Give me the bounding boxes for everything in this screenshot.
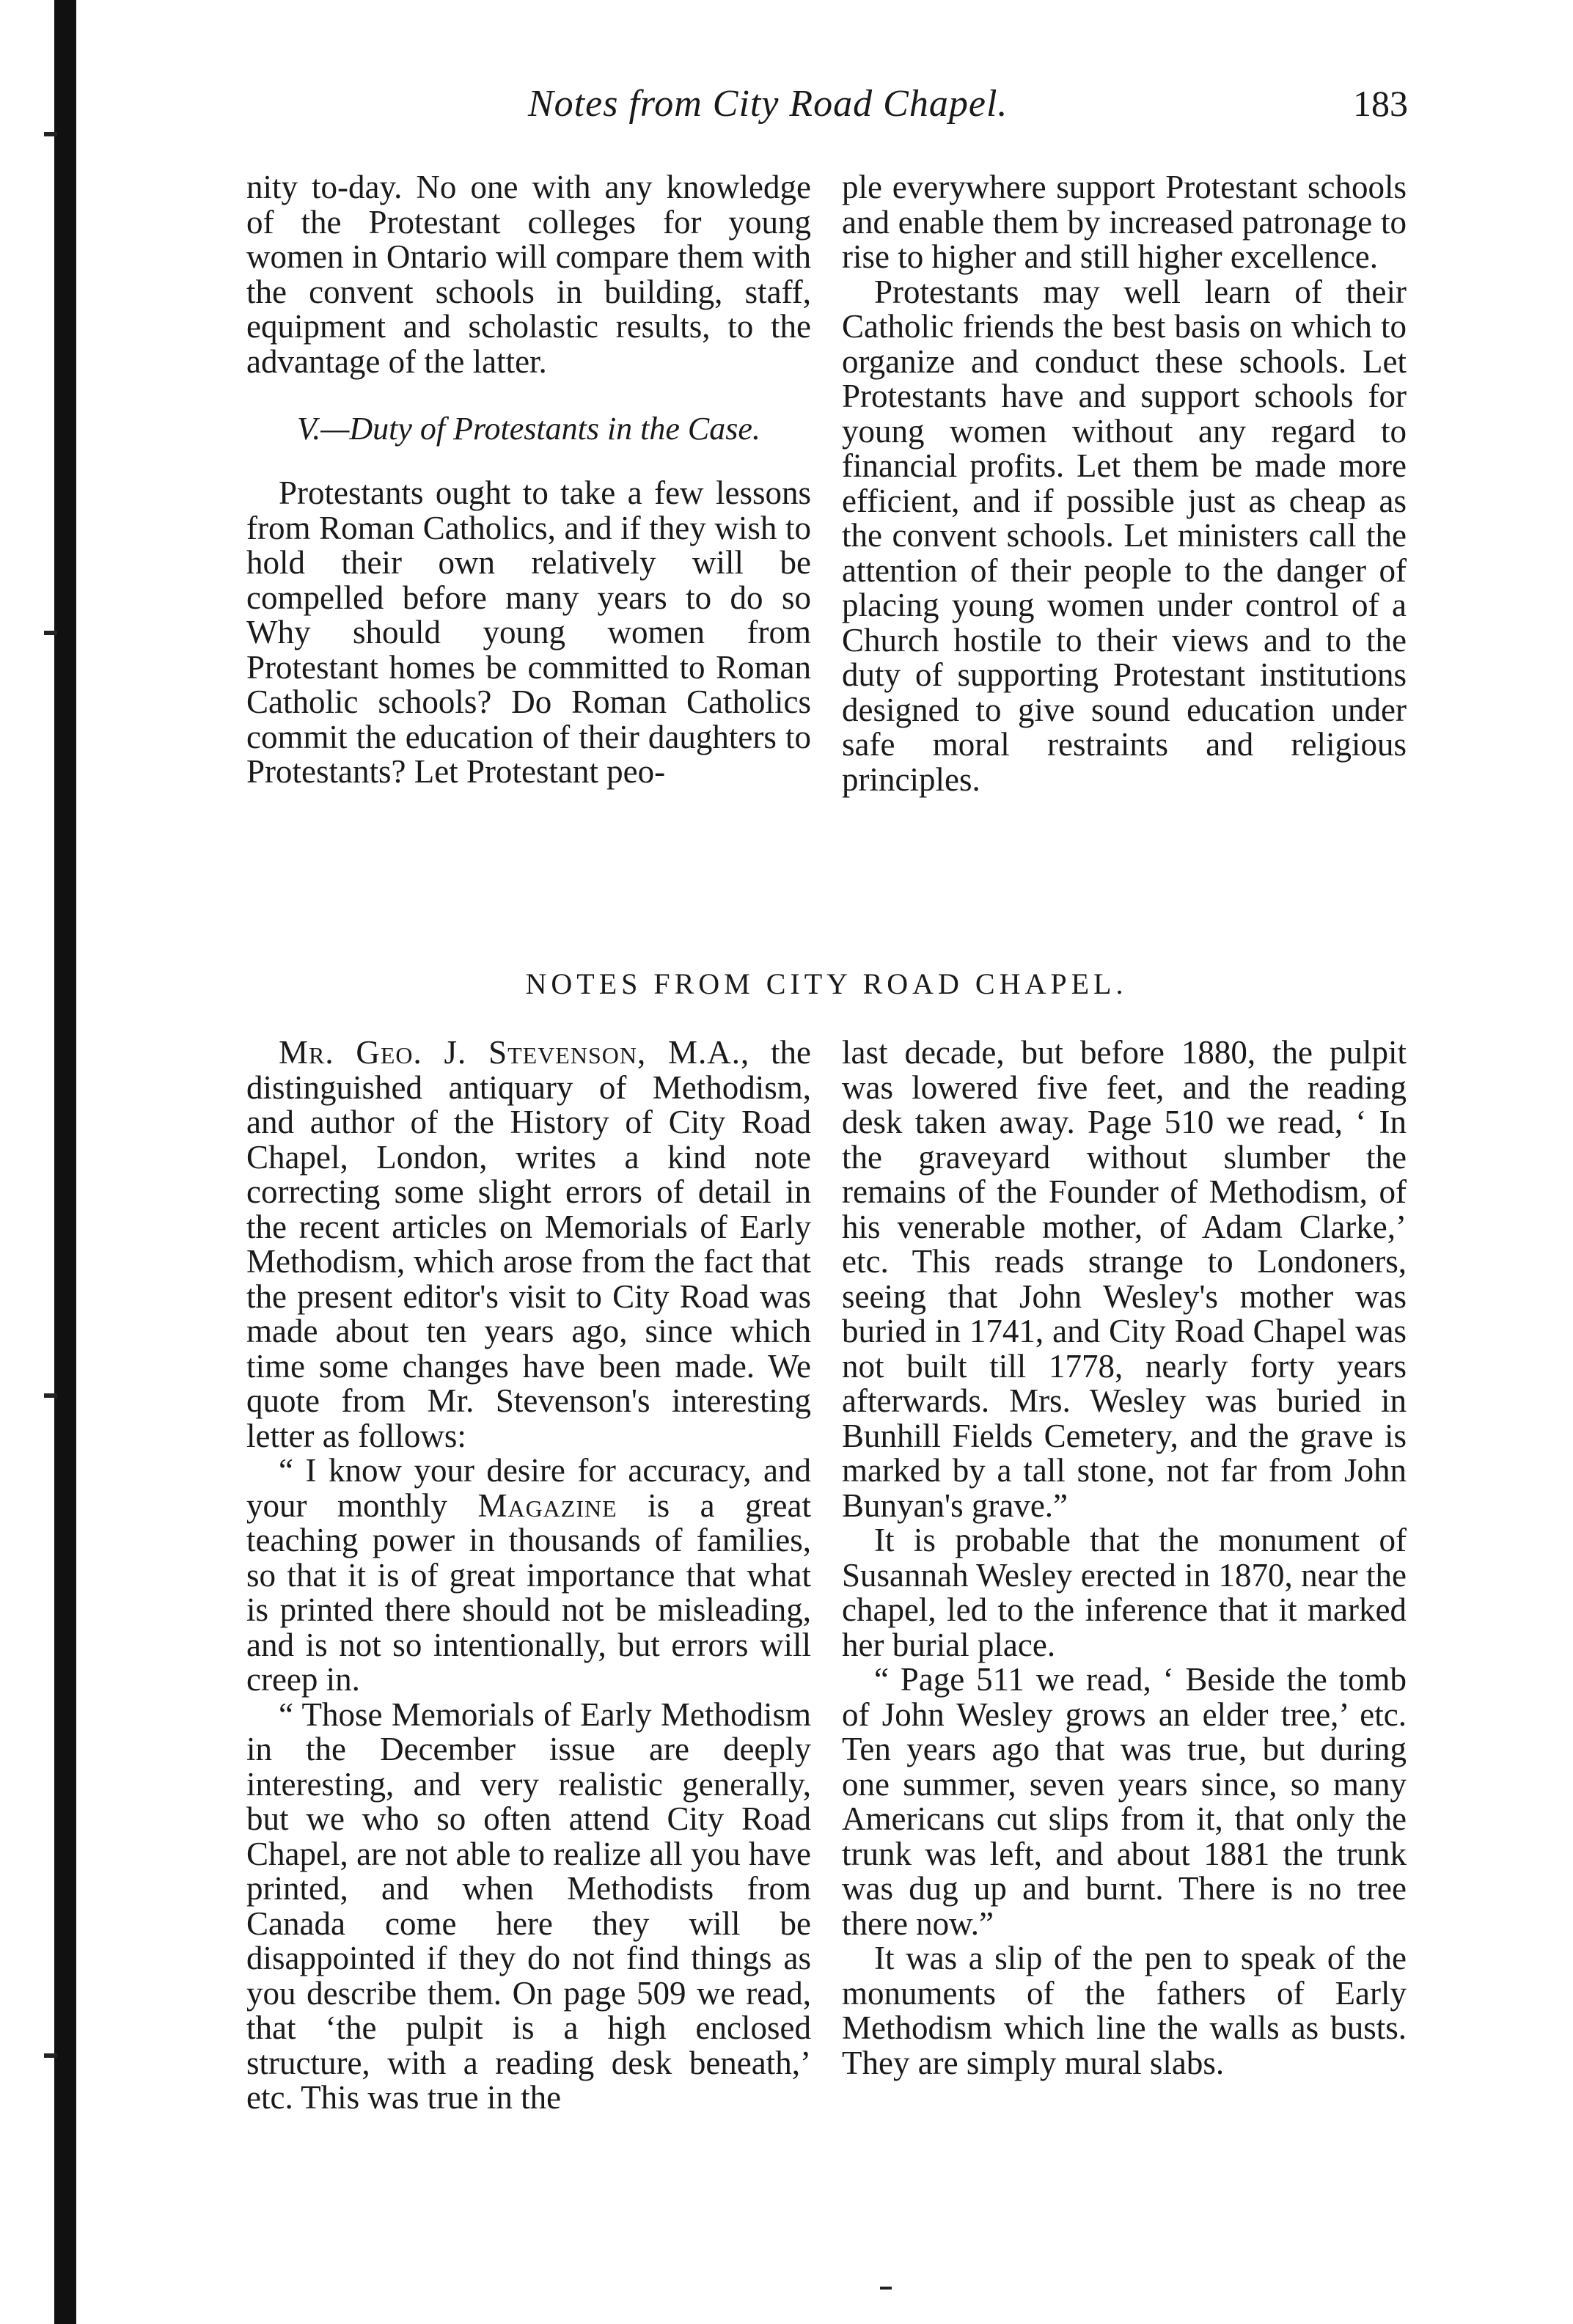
paragraph bbox=[246, 1454, 811, 1698]
scan-edge-mark bbox=[44, 2053, 57, 2058]
scan-edge-mark bbox=[44, 1393, 57, 1398]
paragraph bbox=[246, 1035, 811, 1454]
paragraph: It was a slip of the pen to speak of the monuments of the fathers of Early Methodism which line the walls as busts. They are simply mural slabs. bbox=[842, 1940, 1407, 2081]
magazine-name: Magazine bbox=[477, 1487, 617, 1524]
paragraph: “ Those Memorials of Early Methodism in the December issue are deeply interesting, and very realistic generally, but we who so often attend City Road Chapel, are not able to realize all you have printed, and when Methodists from Canada come here they will be disappointed if they do not find things as you describe them. On page 509 we read, that ‘the pulpit is a high enclosed structure, with a reading desk beneath,’ etc. This was true in the bbox=[246, 1696, 811, 2116]
scan-edge-mark bbox=[44, 132, 57, 136]
paragraph: “ Page 511 we read, ‘ Beside the tomb of John Wesley grows an elder tree,’ etc. Ten years ago that was true, but during one summer, seven years since, so many Americans cut slips from it, that only the trunk was left, and about 1881 the trunk was dug up and burnt. There is no tree there now.” bbox=[842, 1661, 1407, 1942]
paragraph: ple everywhere support Protestant schools and enable them by increased patronage to rise to higher and still higher excellence. bbox=[842, 169, 1407, 275]
scan-edge-mark bbox=[44, 631, 57, 635]
paragraph: It is probable that the monument of Susannah Wesley erected in 1870, near the chapel, led to the inference that it marked her burial place. bbox=[842, 1522, 1407, 1663]
scan-binding-edge bbox=[54, 0, 76, 2324]
paragraph: Protestants may well learn of their Catholic friends the best basis on which to organize and conduct these schools. Let Protestants have and support schools for young women without any regard to financial profits. Let them be made more efficient, and if possible just as cheap as the convent schools. Let ministers call the attention of their people to the danger of placing young women under control of a Church hostile to their views and to the duty of supporting Protestant institutions designed to give sound education under safe moral restraints and religious principles. bbox=[842, 273, 1407, 798]
running-title: Notes from City Road Chapel. bbox=[528, 83, 1008, 125]
paragraph-text: “ I know your desire for accuracy, and your monthly bbox=[246, 1452, 811, 1524]
page-header bbox=[249, 82, 1408, 133]
paragraph: nity to-day. No one with any knowledge of the Protestant colleges for young women in Ontario will compare them with the convent schools in building, staff, equipment and scholastic results, to the advantage of the latter. bbox=[246, 169, 811, 380]
article1-left-column bbox=[246, 170, 811, 790]
printer-mark bbox=[880, 2287, 892, 2290]
article-title: NOTES FROM CITY ROAD CHAPEL. bbox=[525, 967, 1128, 1000]
section-subheading: V.—Duty of Protestants in the Case. bbox=[297, 411, 760, 447]
paragraph: Protestants ought to take a few lessons from Roman Catholics, and if they wish to hold their own relatively will be compelled before many years to do so Why should young women from Protestant homes be committed to Roman Catholic schools? Do Roman Catholics commit the education of their daughters to Protestants? Let Protestant peo- bbox=[246, 474, 811, 790]
paragraph-text: the distinguished antiquary of Methodism, and author of the History of City Road Chapel, London, writes a kind note correcting some slight errors of detail in the recent articles on Memorials of Early Methodism, which arose from the fact that the present editor's visit to City Road was made about ten years ago, since which time some changes have been made. We quote from Mr. Stevenson's interesting letter as follows: bbox=[246, 1034, 811, 1454]
author-name: Mr. Geo. J. Stevenson, M.A., bbox=[279, 1034, 750, 1071]
page-number: 183 bbox=[1353, 83, 1408, 124]
article2-right-column bbox=[842, 1035, 1407, 2081]
paragraph: last decade, but before 1880, the pulpit was lowered five feet, and the reading desk taken away. Page 510 we read, ‘ In the graveyard without slumber the remains of the Founder of Methodism, of his venerable mother, of Adam Clarke,’ etc. This reads strange to Londoners, seeing that John Wesley's mother was buried in 1741, and City Road Chapel was not built till 1778, nearly forty years afterwards. Mrs. Wesley was buried in Bunhill Fields Cemetery, and the grave is marked by a tall stone, not far from John Bunyan's grave.” bbox=[842, 1034, 1407, 1524]
article1-right-column bbox=[842, 170, 1407, 797]
paragraph-text: is a great teaching power in thousands of families, so that it is of great importance that what is printed there should not be misleading, and is not so intentionally, but errors will creep in. bbox=[246, 1487, 812, 1698]
article2-left-column bbox=[246, 1035, 811, 2116]
